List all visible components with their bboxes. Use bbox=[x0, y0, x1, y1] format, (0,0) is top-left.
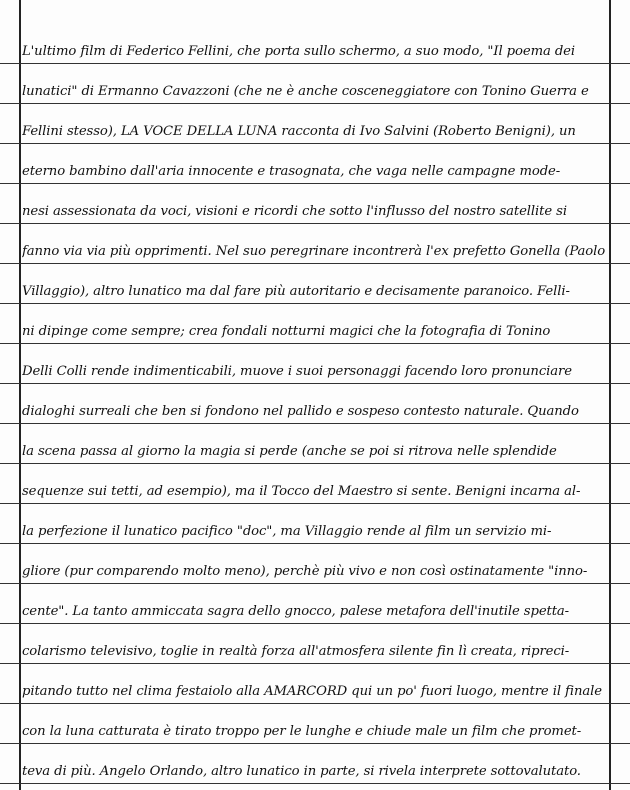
ruled-line bbox=[0, 503, 630, 504]
ruled-line bbox=[0, 223, 630, 224]
handwritten-text: nesi assessionata da voci, visioni e ricordi che sotto l'influsso del nostro satellite si bbox=[22, 204, 567, 219]
handwritten-text: dialoghi surreali che ben si fondono nel pallido e sospeso contesto naturale. Quando bbox=[22, 404, 579, 419]
handwritten-text: la scena passa al giorno la magia si perde (anche se poi si ritrova nelle splendide bbox=[22, 444, 557, 459]
text-line bbox=[0, 232, 630, 264]
ruled-line bbox=[0, 623, 630, 624]
handwritten-text: pitando tutto nel clima festaiolo alla AMARCORD qui un po' fuori luogo, mentre il finale bbox=[22, 684, 602, 699]
text-line bbox=[0, 472, 630, 504]
handwritten-text: eterno bambino dall'aria innocente e trasognata, che vaga nelle campagne mode- bbox=[22, 164, 561, 179]
text-line bbox=[0, 112, 630, 144]
text-line bbox=[0, 752, 630, 784]
handwritten-text: ni dipinge come sempre; crea fondali notturni magici che la fotografia di Tonino bbox=[22, 324, 551, 339]
handwritten-text: teva di più. Angelo Orlando, altro lunatico in parte, si rivela interprete sottovalutato. bbox=[22, 764, 581, 779]
ruled-line bbox=[0, 183, 630, 184]
handwritten-text: Fellini stesso), LA VOCE DELLA LUNA racconta di Ivo Salvini (Roberto Benigni), un bbox=[22, 124, 576, 139]
text-line bbox=[0, 712, 630, 744]
ruled-line bbox=[0, 543, 630, 544]
handwritten-text: colarismo televisivo, toglie in realtà forza all'atmosfera silente fin lì creata, ripreci- bbox=[22, 644, 570, 659]
handwritten-text: L'ultimo film di Federico Fellini, che porta sullo schermo, a suo modo, "Il poema dei bbox=[22, 44, 575, 59]
text-line bbox=[0, 72, 630, 104]
ruled-line bbox=[0, 583, 630, 584]
ruled-line bbox=[0, 743, 630, 744]
text-line bbox=[0, 592, 630, 624]
text-line bbox=[0, 152, 630, 184]
ruled-line bbox=[0, 303, 630, 304]
handwritten-text: fanno via via più opprimenti. Nel suo peregrinare incontrerà l'ex prefetto Gonella (Paolo bbox=[22, 244, 606, 259]
ruled-line bbox=[0, 143, 630, 144]
ruled-line bbox=[0, 63, 630, 64]
ruled-line bbox=[0, 663, 630, 664]
text-line bbox=[0, 392, 630, 424]
handwritten-text: con la luna catturata è tirato troppo per le lunghe e chiude male un film che promet- bbox=[22, 724, 582, 739]
handwritten-text: la perfezione il lunatico pacifico "doc", ma Villaggio rende al film un servizio mi- bbox=[22, 524, 552, 539]
ruled-line bbox=[0, 423, 630, 424]
text-line bbox=[0, 312, 630, 344]
text-line bbox=[0, 512, 630, 544]
ruled-line bbox=[0, 343, 630, 344]
text-line bbox=[0, 632, 630, 664]
text-line bbox=[0, 552, 630, 584]
ruled-line bbox=[0, 703, 630, 704]
ruled-line bbox=[0, 463, 630, 464]
text-line bbox=[0, 352, 630, 384]
handwritten-text: lunatici" di Ermanno Cavazzoni (che ne è anche cosceneggiatore con Tonino Guerra e bbox=[22, 84, 589, 99]
ruled-line bbox=[0, 263, 630, 264]
text-line bbox=[0, 32, 630, 64]
text-line bbox=[0, 192, 630, 224]
text-line bbox=[0, 672, 630, 704]
text-line bbox=[0, 272, 630, 304]
handwritten-text: sequenze sui tetti, ad esempio), ma il Tocco del Maestro si sente. Benigni incarna al- bbox=[22, 484, 581, 499]
handwritten-text: gliore (pur comparendo molto meno), perchè più vivo e non così ostinatamente "inno- bbox=[22, 564, 588, 579]
handwritten-text: Delli Colli rende indimenticabili, muove i suoi personaggi facendo loro pronunciare bbox=[22, 364, 572, 379]
handwritten-text: cente". La tanto ammiccata sagra dello gnocco, palese metafora dell'inutile spetta- bbox=[22, 604, 570, 619]
ruled-line bbox=[0, 103, 630, 104]
text-line bbox=[0, 432, 630, 464]
ruled-line bbox=[0, 383, 630, 384]
ruled-line bbox=[0, 783, 630, 784]
handwritten-text: Villaggio), altro lunatico ma dal fare più autoritario e decisamente paranoico. Felli- bbox=[22, 284, 570, 299]
